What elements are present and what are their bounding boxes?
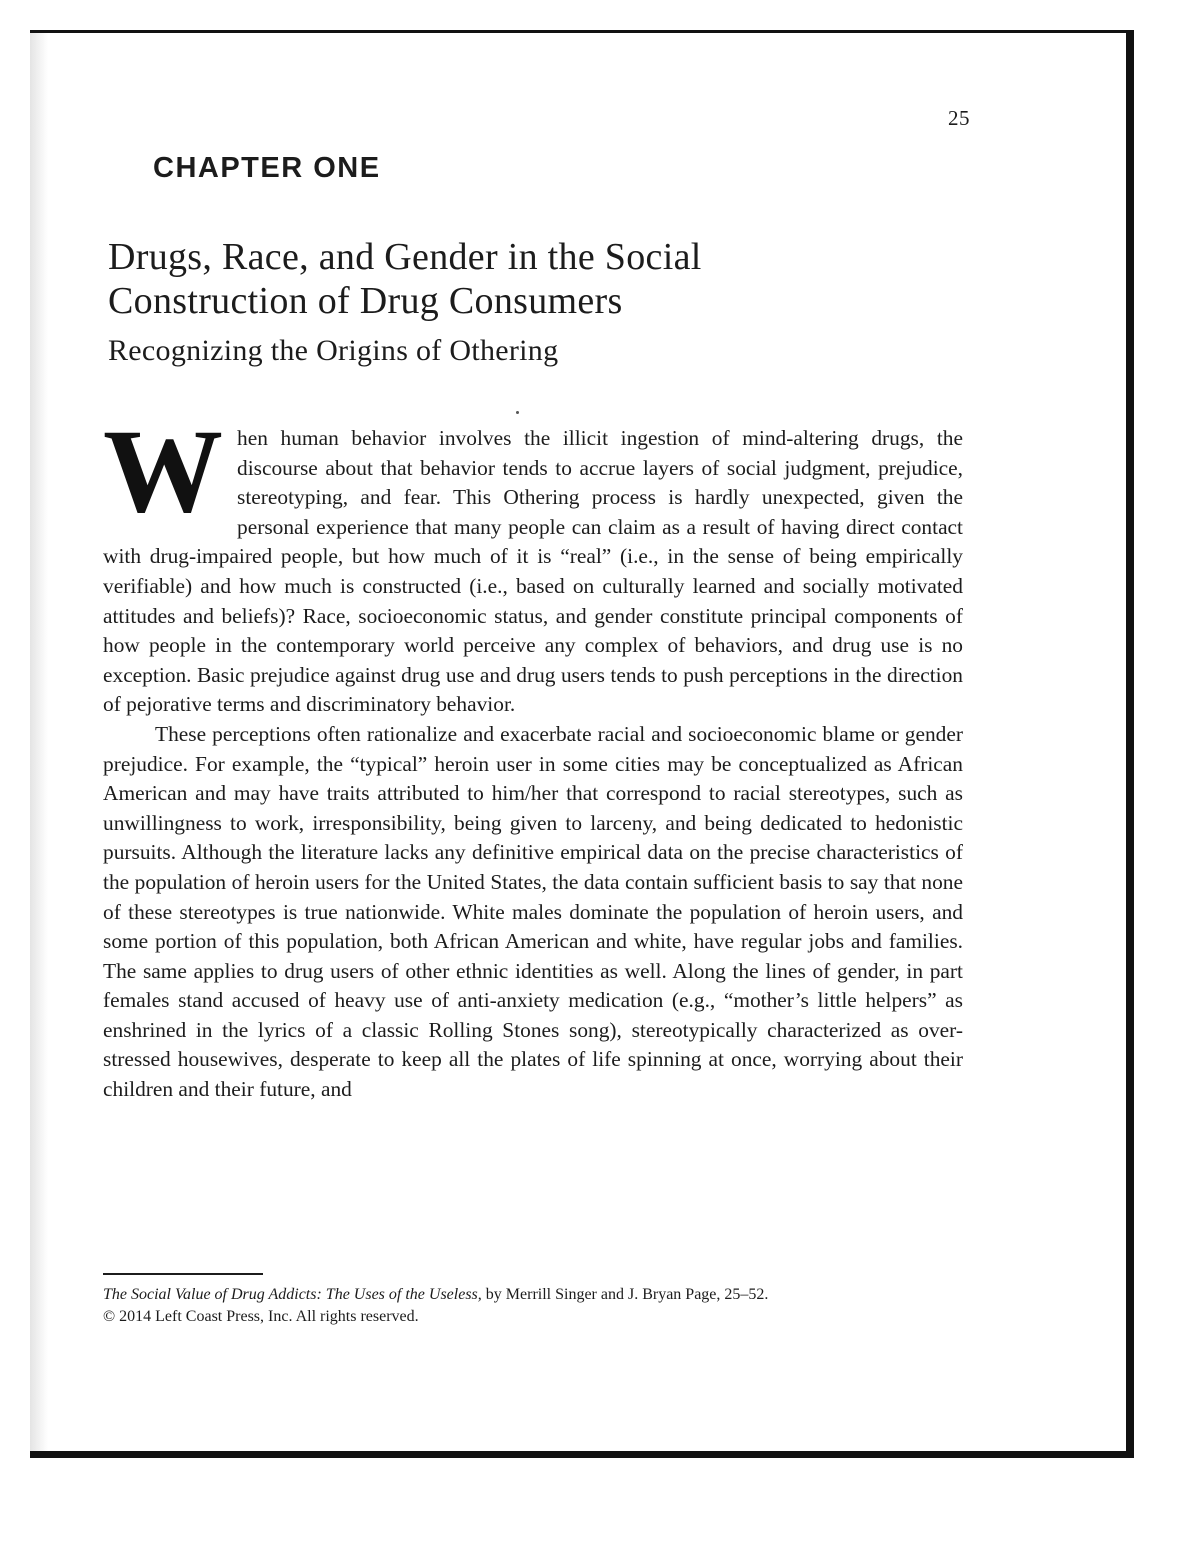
chapter-title-line-2: Construction of Drug Consumers bbox=[108, 280, 623, 322]
scan-border-bottom bbox=[30, 1451, 1134, 1458]
scan-border-top bbox=[30, 30, 1132, 33]
page-number: 25 bbox=[948, 106, 970, 130]
footnote-copyright: © 2014 Left Coast Press, Inc. All rights reserved. bbox=[103, 1308, 419, 1325]
footnote-book-title: The Social Value of Drug Addicts: The Uses of the Useless, bbox=[103, 1286, 482, 1303]
chapter-label: CHAPTER ONE bbox=[153, 152, 381, 184]
chapter-subtitle: Recognizing the Origins of Othering bbox=[108, 334, 559, 367]
scan-speck bbox=[516, 411, 519, 414]
paragraph-1-text: hen human behavior involves the illicit ingestion of mind-altering drugs, the discourse about that behavior tends to accrue layers of social judgment, prejudice, stereotyping, and fear. This Othering process is hardly unexpected, given the personal experience that many people can claim as a result of having direct contact with drug-impaired people, but how much of it is “real” (i.e., in the sense of being empirically verifiable) and how much is constructed (i.e., based on culturally learned and socially motivated attitudes and beliefs)? Race, socioeconomic status, and gender constitute principal components of how people in the contemporary world perceive any complex of behaviors, and drug use is no exception. Basic prejudice against drug use and drug users tends to push perceptions in the direction of pejorative terms and discriminatory behavior. bbox=[103, 426, 963, 717]
paragraph-1 bbox=[103, 404, 963, 720]
footnote-rule bbox=[103, 1273, 263, 1275]
chapter-title-line-1: Drugs, Race, and Gender in the Social bbox=[108, 236, 702, 278]
scan-shadow bbox=[30, 33, 48, 1451]
footnote-citation bbox=[103, 1284, 963, 1306]
footnote bbox=[103, 1284, 963, 1328]
drop-cap: W bbox=[103, 404, 223, 537]
footnote-byline: by Merrill Singer and J. Bryan Page, 25–52. bbox=[481, 1286, 769, 1303]
scan-border-right bbox=[1126, 30, 1134, 1458]
chapter-title bbox=[108, 235, 702, 323]
body-text bbox=[103, 404, 963, 1105]
paragraph-2: These perceptions often rationalize and exacerbate racial and socioeconomic blame or gender prejudice. For example, the “typical” heroin user in some cities may be conceptualized as African American and may have traits attributed to him/her that correspond to racial stereotypes, such as unwillingness to work, irresponsibility, being given to larceny, and being dedicated to hedonistic pursuits. Although the literature lacks any definitive empirical data on the precise characteristics of the population of heroin users for the United States, the data contain sufficient basis to say that none of these stereotypes is true nationwide. White males dominate the population of heroin users, and some portion of this population, both African American and white, have regular jobs and families. The same applies to drug users of other ethnic identities as well. Along the lines of gender, in part females stand accused of heavy use of anti-anxiety medication (e.g., “mother’s little helpers” as enshrined in the lyrics of a classic Rolling Stones song), stereotypically characterized as over-stressed housewives, desperate to keep all the plates of life spinning at once, worrying about their children and their future, and bbox=[103, 721, 963, 1102]
